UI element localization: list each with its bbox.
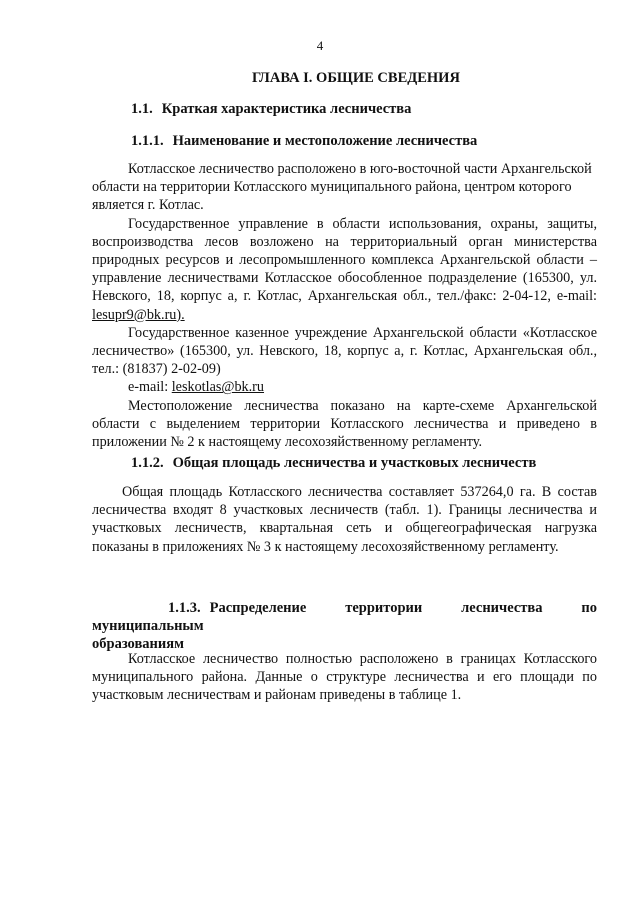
paragraph-total-area: Общая площадь Котласского лесничества составляет 537264,0 га. В состав лесничества входят 8 участковых лесничеств (табл. 1). Границы лесничества и участковых лесничеств, квартальная сеть и общегеографическая нагрузка показаны в приложениях № 3 к настоящему лесохозяйственному регламенту.	[92, 484, 597, 555]
section-title-continuation: образованиям	[92, 636, 184, 653]
paragraph-map-reference: Местоположение лесничества показано на карте-схеме Архангельской области с выделением территории Котласского лесничества и приведено в приложении № 2 к настоящему лесохозяйственному регламенту.	[92, 397, 597, 451]
section-1-1-2-body	[92, 483, 597, 556]
section-1-1-3-body	[92, 650, 597, 705]
section-title: Наименование и местоположение лесничества	[172, 133, 478, 149]
section-title: Общая площадь лесничества и участковых лесничеств	[172, 455, 537, 471]
chapter-title: ГЛАВА I. ОБЩИЕ СВЕДЕНИЯ	[252, 70, 460, 86]
section-1-1-2-heading	[131, 455, 536, 472]
section-title: Распределение территории лесничества по муниципальным	[92, 600, 597, 635]
paragraph-email	[92, 378, 597, 396]
section-number: 1.1.2.	[131, 455, 164, 471]
paragraph-state-management	[92, 215, 597, 324]
email-label: e-mail:	[128, 379, 172, 396]
page-number: 4	[316, 38, 324, 53]
section-title-line	[92, 599, 597, 635]
paragraph-location: Котласское лесничество расположено в юго-восточной части Архангельской области на территории Котласского муниципального района, центром которого является г. Котлас.	[92, 161, 592, 214]
paragraph-state-institution: Государственное казенное учреждение Архангельской области «Котласское лесничество» (165300, ул. Невского, 18, корпус а, г. Котлас, Архангельская обл., тел.: (81837) 2-02-09)	[92, 324, 597, 378]
email-link[interactable]: leskotlas@bk.ru	[171, 379, 265, 396]
section-1-1-1-body	[92, 160, 597, 451]
section-1-1-1-heading	[131, 133, 477, 150]
section-number: 1.1.3.	[168, 600, 201, 616]
section-number: 1.1.1.	[131, 133, 164, 149]
section-1-1-3-heading	[92, 599, 597, 654]
section-number: 1.1.	[131, 101, 153, 117]
section-title: Краткая характеристика лесничества	[161, 101, 412, 117]
paragraph-text: Государственное управление в области использования, охраны, защиты, воспроизводства лесов возложено на территориальный орган министерства природных ресурсов и лесопромышленного комплекса Архангельской области – управление лесничествами Котласское обособленное подразделение (165300, ул. Невского, 18, корпус а, г. Котлас, Архангельская обл., тел./факс: 2-04-12, e-mail:	[92, 215, 597, 305]
paragraph-municipal: Котласское лесничество полностью расположено в границах Котласского муниципального района. Данные о структуре лесничества и его площади по участковым лесничествам и районам приведены в таблице 1.	[92, 651, 597, 704]
email-link[interactable]: lesupr9@bk.ru).	[92, 306, 185, 323]
section-1-1-heading	[131, 101, 411, 118]
